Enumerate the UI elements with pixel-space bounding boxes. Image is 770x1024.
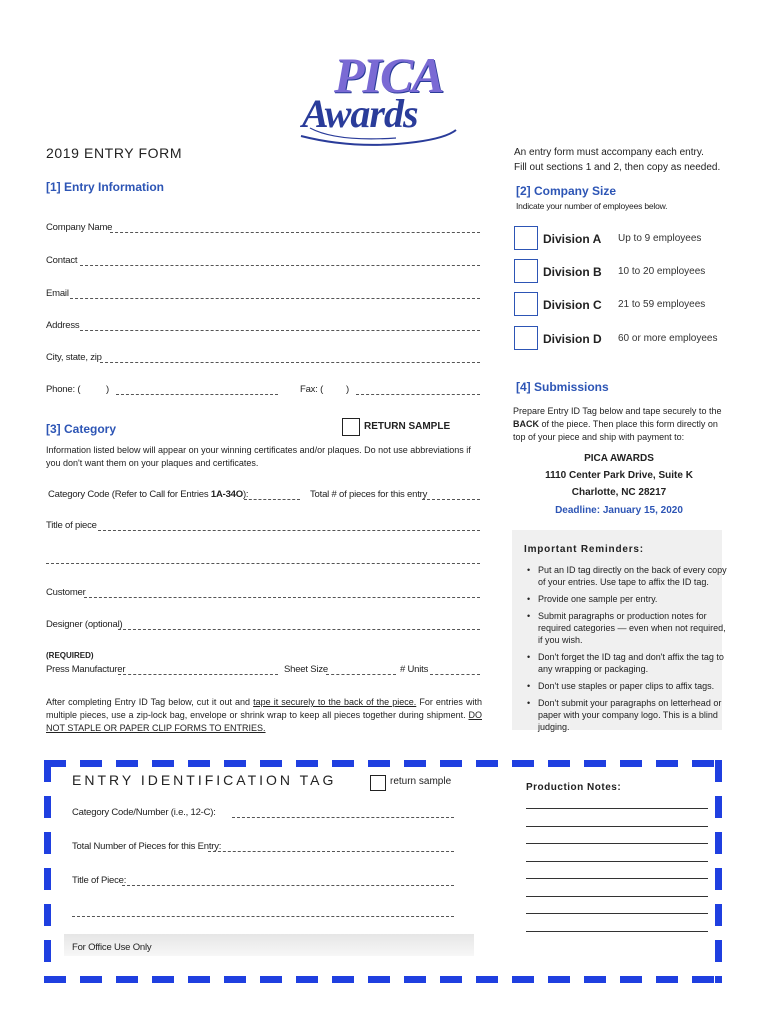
- office-use-label: For Office Use Only: [72, 942, 152, 953]
- phone-paren: ): [106, 384, 109, 395]
- production-notes-line[interactable]: [526, 896, 708, 897]
- section-2-heading: [2] Company Size: [516, 184, 617, 198]
- division-b-desc: 10 to 20 employees: [618, 266, 706, 277]
- production-notes-heading: Production Notes:: [526, 782, 622, 793]
- submissions-text-bold: BACK: [513, 419, 539, 429]
- tag-border-left: [44, 760, 51, 983]
- required-label: (REQUIRED): [46, 651, 94, 660]
- tag-category-field[interactable]: [232, 817, 454, 818]
- division-c-desc: 21 to 59 employees: [618, 299, 706, 310]
- intro-line-1: An entry form must accompany each entry.: [514, 147, 704, 158]
- tag-return-sample-label: return sample: [390, 776, 452, 787]
- reminders-heading: Important Reminders:: [524, 544, 644, 555]
- division-b-checkbox[interactable]: [514, 259, 538, 283]
- category-code-label-post: ):: [242, 489, 249, 500]
- tag-title-field-2[interactable]: [72, 916, 454, 917]
- intro-line-2: Fill out sections 1 and 2, then copy as needed.: [514, 162, 721, 173]
- reminder-item: • Don't submit your paragraphs on letterhead or paper with your company logo. This is a blind judging.: [538, 697, 728, 733]
- after-text-underline-2: DO NOT STAPLE OR PAPER CLIP FORMS TO ENTRIES.: [46, 710, 482, 733]
- tag-category-label: Category Code/Number (i.e., 12-C):: [72, 807, 216, 818]
- tag-border-right: [715, 760, 722, 983]
- customer-field[interactable]: [84, 597, 480, 598]
- email-label: Email: [46, 288, 69, 299]
- submissions-text-pre: Prepare Entry ID Tag below and tape securely to the: [513, 406, 722, 416]
- production-notes-line[interactable]: [526, 931, 708, 932]
- city-state-zip-field[interactable]: [100, 362, 480, 363]
- tag-title-label: Title of Piece:: [72, 875, 127, 886]
- category-code-field[interactable]: [244, 499, 300, 500]
- total-pieces-label: Total # of pieces for this entry: [310, 489, 428, 500]
- reminder-item: • Submit paragraphs or production notes for required categories — even when not required, if you wish.: [538, 610, 728, 646]
- return-sample-label: RETURN SAMPLE: [364, 421, 451, 432]
- tag-total-field[interactable]: [208, 851, 454, 852]
- reminders-list: [524, 564, 728, 738]
- division-b-label: Division B: [543, 265, 602, 279]
- press-manufacturer-field[interactable]: [118, 674, 278, 675]
- production-notes-line[interactable]: [526, 808, 708, 809]
- division-c-checkbox[interactable]: [514, 292, 538, 316]
- return-sample-checkbox[interactable]: [342, 418, 360, 436]
- tag-border-bottom: [44, 976, 722, 983]
- sheet-size-field[interactable]: [326, 674, 396, 675]
- units-field[interactable]: [430, 674, 480, 675]
- phone-field[interactable]: [116, 394, 278, 395]
- tag-title-field[interactable]: [122, 885, 454, 886]
- city-state-zip-label: City, state, zip: [46, 352, 102, 363]
- contact-label: Contact: [46, 255, 78, 266]
- division-d-desc: 60 or more employees: [618, 333, 718, 344]
- submissions-text: [513, 405, 725, 444]
- division-d-checkbox[interactable]: [514, 326, 538, 350]
- customer-label: Customer: [46, 587, 86, 598]
- after-text-pre: After completing Entry ID Tag below, cut it out and: [46, 697, 254, 707]
- section-4-heading: [4] Submissions: [516, 380, 609, 394]
- contact-field[interactable]: [80, 265, 480, 266]
- category-code-label-pre: Category Code (Refer to Call for Entries: [48, 489, 211, 500]
- production-notes-line[interactable]: [526, 878, 708, 879]
- production-notes-line[interactable]: [526, 843, 708, 844]
- company-name-field[interactable]: [110, 232, 480, 233]
- deadline: Deadline: January 15, 2020: [555, 505, 683, 516]
- tag-title: ENTRY IDENTIFICATION TAG: [72, 772, 337, 788]
- submissions-text-post: of the piece. Then place this form directly on top of your piece and ship with payment to:: [513, 419, 718, 442]
- pica-awards-logo: [296, 44, 466, 154]
- tag-total-label: Total Number of Pieces for this Entry:: [72, 841, 222, 852]
- fax-field[interactable]: [356, 394, 480, 395]
- title-of-piece-label: Title of piece: [46, 520, 97, 531]
- reminder-item: • Don't forget the ID tag and don't affix the tag to any wrapping or packaging.: [538, 651, 728, 675]
- address-field[interactable]: [80, 330, 480, 331]
- mailing-address: [513, 450, 725, 501]
- logo-text-awards: Awards: [302, 91, 418, 136]
- division-a-checkbox[interactable]: [514, 226, 538, 250]
- reminder-item: • Put an ID tag directly on the back of every copy of your entries. Use tape to affix the ID tag.: [538, 564, 728, 588]
- section-3-heading: [3] Category: [46, 422, 117, 436]
- section-1-heading: [1] Entry Information: [46, 180, 165, 194]
- reminder-item: • Provide one sample per entry.: [538, 593, 728, 605]
- fax-label: Fax: (: [300, 384, 324, 395]
- address-line-3: Charlotte, NC 28217: [571, 487, 667, 498]
- company-size-subtitle: Indicate your number of employees below.: [516, 201, 668, 211]
- production-notes-line[interactable]: [526, 826, 708, 827]
- title-of-piece-field-2[interactable]: [46, 563, 480, 564]
- tag-border-top: [44, 760, 722, 767]
- address-line-2: 1110 Center Park Drive, Suite K: [545, 470, 693, 481]
- intro-text: [514, 145, 720, 175]
- category-info-text: Information listed below will appear on your winning certificates and/or plaques. Do not use abbreviations if you don't want them on your plaques and certificates.: [46, 445, 471, 468]
- production-notes-line[interactable]: [526, 913, 708, 914]
- title-of-piece-field[interactable]: [98, 530, 480, 531]
- total-pieces-field[interactable]: [422, 499, 480, 500]
- division-c-label: Division C: [543, 298, 602, 312]
- units-label: # Units: [400, 664, 429, 675]
- address-line-1: PICA AWARDS: [584, 453, 654, 464]
- after-text-mid: For entries with multiple pieces, use a zip-lock bag, envelope or shrink wrap to keep all pieces together during shipment.: [46, 697, 482, 720]
- company-name-label: Company Name: [46, 222, 113, 233]
- division-d-label: Division D: [543, 332, 602, 346]
- after-text-underline-1: tape it securely to the back of the piece.: [253, 697, 417, 707]
- fax-paren: ): [346, 384, 349, 395]
- division-a-label: Division A: [543, 232, 602, 246]
- address-label: Address: [46, 320, 80, 331]
- category-code-range: 1A-34O: [210, 489, 243, 500]
- tag-return-sample-checkbox[interactable]: [370, 775, 386, 791]
- reminder-item: • Don't use staples or paper clips to affix tags.: [538, 680, 728, 692]
- sheet-size-label: Sheet Size: [284, 664, 328, 675]
- after-completing-text: [46, 696, 482, 735]
- reminders-box: [512, 530, 727, 732]
- category-code-label: [48, 489, 248, 500]
- division-a-desc: Up to 9 employees: [618, 233, 702, 244]
- production-notes-line[interactable]: [526, 861, 708, 862]
- phone-label: Phone: (: [46, 384, 81, 395]
- designer-label: Designer (optional): [46, 619, 123, 630]
- press-manufacturer-label: Press Manufacturer: [46, 664, 126, 675]
- form-title: 2019 ENTRY FORM: [46, 145, 183, 161]
- logo-text-pica: PICA: [334, 47, 443, 103]
- email-field[interactable]: [70, 298, 480, 299]
- designer-field[interactable]: [118, 629, 480, 630]
